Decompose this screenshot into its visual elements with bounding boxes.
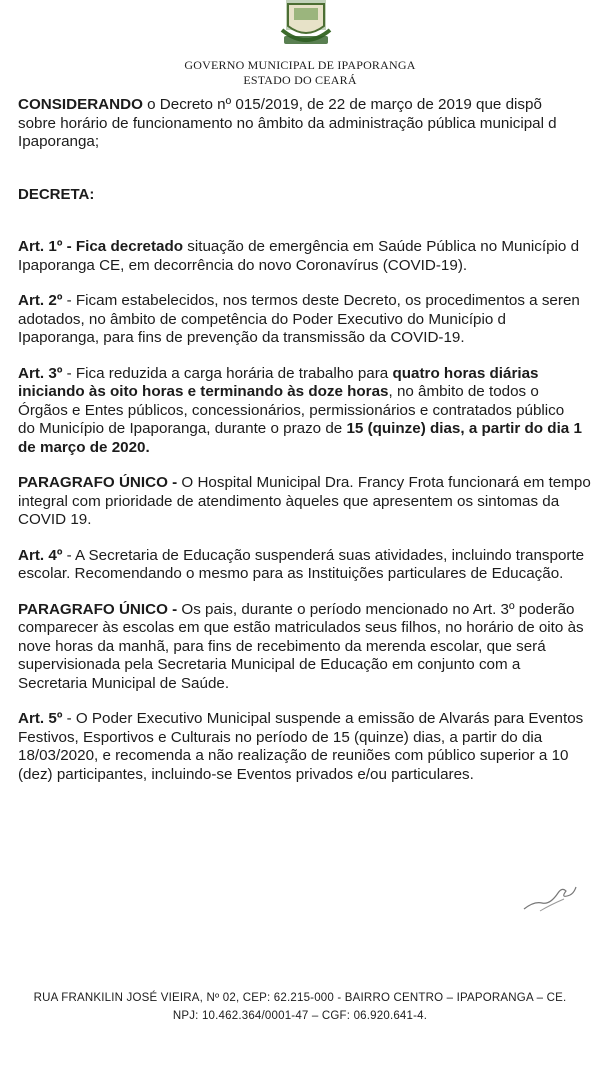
- header-government: GOVERNO MUNICIPAL DE IPAPORANGA: [184, 58, 416, 72]
- text-line: situação de emergência em Saúde Pública no Município d: [183, 238, 580, 255]
- text-line: COVID 19.: [18, 511, 92, 528]
- text-line: escolar. Recomendando o mesmo para as Instituições particulares de Educação.: [18, 565, 564, 582]
- article-2: [18, 292, 600, 348]
- paragraph-lead: PARAGRAFO ÚNICO -: [18, 474, 178, 491]
- decree-body: [18, 96, 600, 784]
- text-line: Ipaporanga CE, em decorrência do novo Coronavírus (COVID-19).: [18, 256, 468, 274]
- text-bold: 15 (quinze) dias, a partir do dia 1: [346, 420, 582, 437]
- text-bold: quatro horas diárias: [392, 364, 539, 382]
- text-line: adotados, no âmbito de competência do Poder Executivo do Município d: [18, 310, 506, 328]
- text-line: do Município de Ipaporanga, durante o prazo de: [18, 420, 347, 437]
- text-line: sobre horário de funcionamento no âmbito da administração pública municipal d: [18, 114, 557, 132]
- text-bold: de março de 2020.: [18, 438, 150, 456]
- paragrafo-unico-2: [18, 601, 600, 694]
- header-state: ESTADO DO CEARÁ: [243, 73, 357, 87]
- text-line: supervisionada pela Secretaria Municipal de Educação em conjunto com a: [18, 656, 521, 673]
- text-line: - Ficam estabelecidos, nos termos deste Decreto, os procedimentos a seren: [62, 292, 580, 309]
- article-4: [18, 547, 600, 584]
- text-line: o Decreto nº 015/2019, de 22 de março de 2019 que dispõ: [142, 96, 542, 113]
- article-lead: Art. 4º: [18, 546, 63, 564]
- article-lead: Art. 1º - Fica decretado: [18, 238, 184, 255]
- text-line: O Hospital Municipal Dra. Francy Frota funcionará em tempo: [177, 474, 591, 491]
- paragraph-lead: PARAGRAFO ÚNICO -: [18, 600, 178, 618]
- text-line: , no âmbito de todos o: [388, 383, 539, 400]
- text-line: - A Secretaria de Educação suspenderá suas atividades, incluindo transporte: [62, 546, 585, 564]
- considerando-lead: CONSIDERANDO: [18, 96, 143, 113]
- text-line: (dez) participantes, incluindo-se Eventos privados e/ou particulares.: [18, 765, 474, 783]
- text-line: Ipaporanga;: [18, 133, 100, 150]
- paragrafo-unico-1: [18, 474, 600, 530]
- footer-registration: NPJ: 10.462.364/0001-47 – CGF: 06.920.641-4.: [172, 1010, 428, 1022]
- article-3: [18, 365, 600, 458]
- text-line: - Fica reduzida a carga horária de trabalho para: [62, 364, 393, 382]
- text-line: Festivos, Esportivos e Culturais no período de 15 (quinze) dias, a partir do dia: [18, 728, 543, 746]
- article-lead: Art. 5º: [18, 710, 63, 727]
- decreta-heading: DECRETA:: [18, 185, 95, 203]
- text-line: comparecer às escolas em que estão matriculados seus filhos, no horário de oito às: [18, 619, 584, 636]
- text-line: Órgãos e Entes públicos, concessionários, permissionários e contratados público: [18, 401, 565, 419]
- text-line: Os pais, durante o período mencionado no Art. 3º poderão: [177, 600, 575, 618]
- document-header: [0, 58, 600, 88]
- text-line: integral com prioridade de atendimento àqueles que apresentem os sintomas da: [18, 492, 560, 510]
- article-lead: Art. 2º: [18, 292, 63, 309]
- considerando-paragraph: [18, 96, 600, 152]
- document-footer: [0, 989, 600, 1025]
- article-1: [18, 238, 600, 275]
- text-line: 18/03/2020, e recomenda a não realização de reuniões com público superior a 10: [18, 747, 569, 764]
- footer-address: RUA FRANKILIN JOSÉ VIEIRA, Nº 02, CEP: 62.215-000 - BAIRRO CENTRO – IPAPORANGA – CE.: [33, 992, 567, 1004]
- article-lead: Art. 3º: [18, 364, 63, 382]
- text-line: Secretaria Municipal de Saúde.: [18, 674, 230, 692]
- article-5: [18, 710, 600, 784]
- text-line: nove horas da manhã, para fins de recebimento da merenda escolar, que será: [18, 637, 546, 655]
- signature-icon: [520, 875, 580, 915]
- text-line: Ipaporanga, para fins de prevenção da transmissão da COVID-19.: [18, 329, 465, 346]
- municipal-crest-icon: [278, 0, 334, 48]
- text-line: - O Poder Executivo Municipal suspende a emissão de Alvarás para Eventos: [62, 710, 584, 727]
- text-bold: iniciando às oito horas e terminando às doze horas: [18, 383, 389, 400]
